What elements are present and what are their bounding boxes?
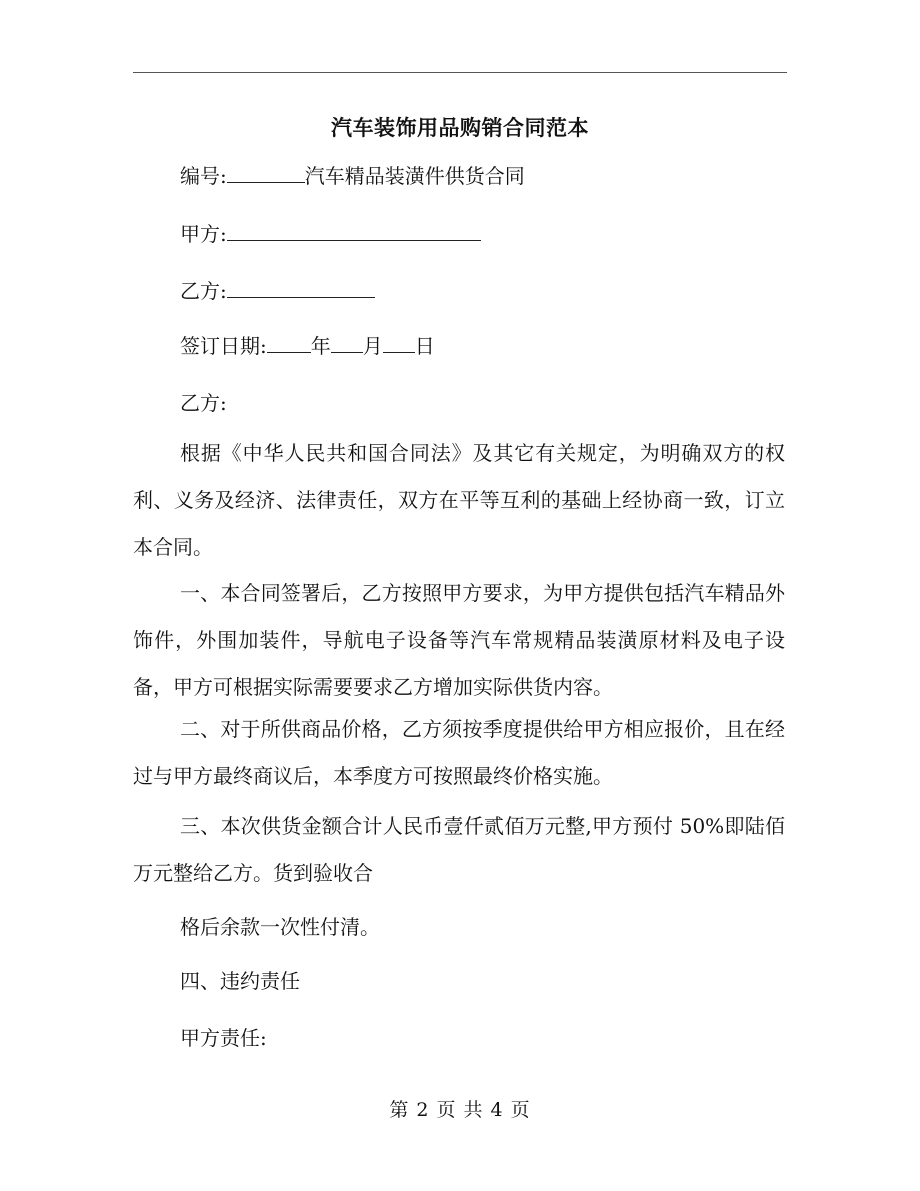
contract-number-label: 编号: [180,164,227,188]
party-b-line [180,275,375,304]
sign-date-label: 签订日期: [180,334,267,358]
day-blank [383,334,415,353]
month-label: 月 [362,334,383,358]
clause-2-paragraph: 二、对于所供商品价格，乙方须按季度提供给甲方相应报价，且在经过与甲方最终商议后，本季度方可按照最终价格实施。 [133,717,785,788]
clause-4-heading: 四、违约责任 [180,969,300,993]
page-number-footer: 第 2 页 共 4 页 [389,1099,531,1121]
party-a-duty-heading: 甲方责任: [180,1026,267,1050]
day-label: 日 [414,334,435,358]
party-b-salutation: 乙方: [180,391,227,415]
party-a-blank [227,222,481,241]
contract-number-line [180,160,525,189]
document-title: 汽车装饰用品购销合同范本 [331,115,589,140]
clause-3-continuation: 格后余款一次性付清。 [180,915,380,939]
contract-number-blank [227,164,305,183]
month-blank [331,334,363,353]
header-rule [133,72,787,73]
clause-1-paragraph: 一、本合同签署后，乙方按照甲方要求，为甲方提供包括汽车精品外饰件，外围加装件，导航电子设备等汽车常规精品装潢原材料及电子设备，甲方可根据实际需要要求乙方增加实际供货内容。 [133,581,785,699]
contract-number-value: 汽车精品装潢件供货合同 [304,164,525,188]
party-b-label: 乙方: [180,279,227,303]
sign-date-line [180,330,435,359]
party-a-line [180,218,481,247]
party-b-blank [227,279,375,298]
year-blank [267,334,311,353]
intro-paragraph: 根据《中华人民共和国合同法》及其它有关规定，为明确双方的权利、义务及经济、法律责任，双方在平等互利的基础上经协商一致，订立本合同。 [133,441,785,559]
party-a-label: 甲方: [180,222,227,246]
year-label: 年 [310,334,331,358]
clause-3-paragraph: 三、本次供货金额合计人民币壹仟贰佰万元整,甲方预付 50%即陆佰万元整给乙方。货到验收合 [133,814,785,885]
